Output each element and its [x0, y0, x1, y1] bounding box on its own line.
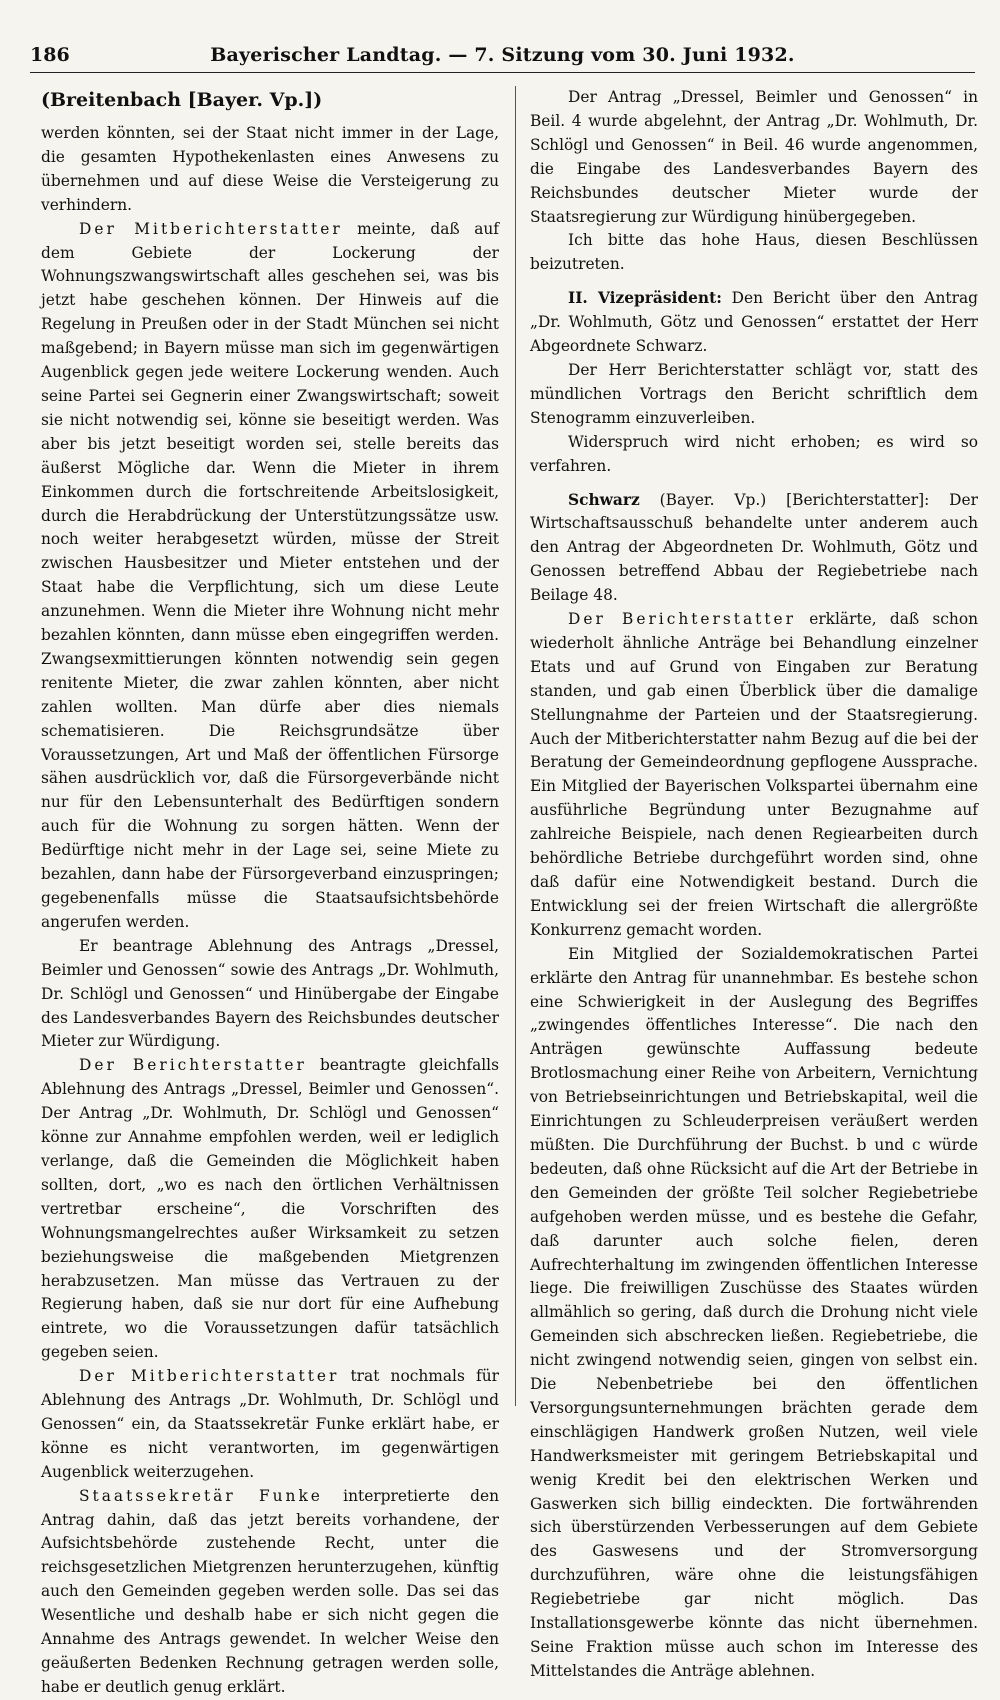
paragraph: Der Antrag „Dressel, Beimler und Genossen“ in Beil. 4 wurde abgelehnt, der Antrag „Dr. Wohlmuth, Dr. Schlögl und Genossen“ in Beil. 46 wurde angenommen, die Eingabe des Landesverbandes Bayern des Reichsbundes deutscher Mieter wurde der Staatsregierung zur Würdigung hinübergegeben. — [530, 88, 978, 226]
speaker-name: Der Mitberichterstatter — [79, 1367, 340, 1386]
running-head: Bayerischer Landtag. — 7. Sitzung vom 30. Juni 1932. — [210, 44, 795, 66]
paragraph-text: beantragte gleichfalls Ablehnung des Antrags „Dressel, Beimler und Genossen“. Der Antrag „Dr. Wohlmuth, Dr. Schlögl und Genossen“ könne zur Annahme empfohlen werden, weil er lediglich verlange, daß die Gemeinden die Möglichkeit haben sollten, dort, „wo es nach den örtlichen Verhältnissen vertretbar erscheine“, die Vorschriften des Wohnungsmangelrechtes außer Wirksamkeit zu setzen beziehungsweise die maßgebenden Mietgrenzen herabzusetzen. Man müsse das Vertrauen zu der Regierung haben, daß sie nur dort für eine Aufhebung eintrete, wo die Voraussetzungen dafür tatsächlich gegeben seien. — [41, 1056, 500, 1362]
paragraph: Ein Mitglied der Sozialdemokratischen Partei erklärte den Antrag für unannehmbar. Es bestehe schon eine Schwierigkeit in der Auslegung des Begriffes „zwingendes öffentliches Interesse“. Die nach den Anträgen gewünschte Auffassung bedeute Brotlosmachung einer Reihe von Arbeitern, Vernichtung von Betriebseinrichtungen und Betriebskapital, weil die Einrichtungen zu Schleuderpreisen veräußert werden müßten. Die Durchführung der Buchst. b und c würde bedeuten, daß ohne Rücksicht auf die Art der Betriebe in den Gemeinden der größte Teil solcher Regiebetriebe aufgehoben werden müsse, und es bestehe die Gefahr, daß darunter auch solche fielen, deren Aufrechterhaltung im zwingenden öffentlichen Interesse liege. Die freiwilligen Zuschüsse des Staates würden allmählich so gering, daß durch die Drohung nicht viele Gemeinden sich abschrecken ließen. Regiebetriebe, die nicht zwingend notwendig seien, gingen von selbst ein. Die Nebenbetriebe bei den öffentlichen Versorgungsunternehmungen brächten gerade dem einschlägigen Handwerk großen Nutzen, weil viele Handwerksmeister mit geringem Betriebskapital und wenig Kredit bei den elektrischen Werken und Gaswerken sich billig eindeckten. Die fortwährenden sich überstürzenden Verbesserungen auf dem Gebiete des Gaswesens und der Stromversorgung durchzuführen, wäre ohne die leistungsfähigen Regiebetriebe gar nicht möglich. Das Installationsgewerbe könnte das nicht übernehmen. Seine Fraktion müsse auch schon im Interesse des Mittelstandes die Anträge ablehnen. — [530, 944, 978, 1680]
paragraph — [530, 489, 978, 609]
speaker-name: II. Vizepräsident: — [568, 289, 722, 308]
paragraph — [41, 1365, 499, 1485]
speaker-name: Der Berichterstatter — [568, 610, 796, 629]
speaker-name: Der Mitberichterstatter — [79, 219, 343, 238]
right-column — [530, 86, 978, 1684]
paragraph-text: Den Bericht über den Antrag „Dr. Wohlmuth, Götz und Genossen“ erstattet der Herr Abgeordnete Schwarz. — [530, 289, 978, 356]
paragraph-text: erklärte, daß schon wiederholt ähnliche Anträge bei Behandlung einzelner Etats und auf Grund von Eingaben zur Beratung standen, und gab einen Überblick über die damalige Stellungnahme der Parteien und der Staatsregierung. Auch der Mitberichterstatter nahm Bezug auf die bei der Beratung der Gemeindeordnung gepflogene Aussprache. Ein Mitglied der Bayerischen Volkspartei übernahm eine ausführliche Begründung unter Bezugnahme auf zahlreiche Beispiele, nach denen Regiearbeiten durch behördliche Betriebe durchgeführt worden sind, ohne daß dafür eine Notwendigkeit bestand. Durch die Entwicklung sei der freien Wirtschaft die allergrößte Konkurrenz gemacht worden. — [530, 610, 978, 939]
paragraph — [41, 1485, 499, 1700]
page-number: 186 — [30, 44, 70, 66]
paragraph-text: interpretierte den Antrag dahin, daß das jetzt bereits vorhandene, der Aufsichtsbehörde zustehende Recht, unter die reichsgesetzlichen Mietgrenzen herunterzugehen, künftig auch den Gemeinden gegeben werden solle. Das sei das Wesentliche und deshalb habe er sich nicht gegen die Annahme des Antrags gewendet. In welcher Weise den geäußerten Bedenken Rechnung getragen werden solle, habe er deutlich genug erklärt. — [41, 1486, 500, 1696]
paragraph: werden könnten, sei der Staat nicht immer in der Lage, die gesamten Hypothekenlasten eines Anwesens zu übernehmen und auf diese Weise die Versteigerung zu verhindern. — [41, 124, 499, 214]
speaker-name: Der Berichterstatter — [79, 1056, 307, 1075]
paragraph: Der Herr Berichterstatter schlägt vor, statt des mündlichen Vortrags den Bericht schriftlich dem Stenogramm einzuverleiben. — [530, 360, 978, 427]
paragraph — [41, 1054, 499, 1365]
paragraph: Er beantrage Ablehnung des Antrags „Dressel, Beimler und Genossen“ sowie des Antrags „Dr. Wohlmuth, Dr. Schlögl und Genossen“ und Hinübergabe der Eingabe des Landesverbandes Bayern des Reichsbundes deutscher Mieter zur Würdigung. — [41, 936, 499, 1051]
paragraph — [530, 608, 978, 943]
left-column — [41, 86, 499, 1700]
paragraph — [530, 287, 978, 359]
paragraph-text: Der Wirtschaftsausschuß behandelte unter anderem auch den Antrag der Abgeordneten Dr. Wohlmuth, Götz und Genossen betreffend Abbau der Regiebetriebe nach Beilage 48. — [530, 490, 978, 605]
speaker-heading: (Breitenbach [Bayer. Vp.]) — [41, 89, 323, 111]
speaker-name: Schwarz — [568, 490, 640, 509]
speaker-role: (Bayer. Vp.) [Berichterstatter]: — [639, 490, 930, 509]
paragraph-text: trat nochmals für Ablehnung des Antrags „Dr. Wohlmuth, Dr. Schlögl und Genossen“ ein, da Staatssekretär Funke erklärt habe, er könne es nicht verantworten, im gegenwärtigen Augenblick weiterzugehen. — [41, 1367, 499, 1481]
paragraph: Widerspruch wird nicht erhoben; es wird so verfahren. — [530, 432, 978, 475]
paragraph-text: meinte, daß auf dem Gebiete der Lockerung der Wohnungszwangswirtschaft alles geschehen sei, was bis jetzt habe geschehen können. Der Hinweis auf die Regelung in Preußen oder in der Stadt München sei nicht maßgebend; in Bayern müsse man sich im gegenwärtigen Augenblick gegen jede weitere Lockerung wenden. Auch seine Partei sei Gegnerin einer Zwangswirtschaft; soweit sie nicht notwendig sei, könne sie beseitigt werden. Was aber bis jetzt beseitigt worden sei, stelle bereits das äußerst Mögliche dar. Wenn die Mieter in ihrem Einkommen durch die fortschreitende Arbeitslosigkeit, durch die Herabdrückung der Unterstützungssätze usw. noch weiter herabgesetzt würden, müsse der Streit zwischen Hausbesitzer und Mieter entstehen und der Staat habe die Verpflichtung, sich um diese Leute anzunehmen. Wenn die Mieter ihre Wohnung nicht mehr bezahlen könnten, dann müsse eben eingegriffen werden. Zwangsexmittierungen könnten notwendig sein gegen renitente Mieter, die zwar zahlen könnten, aber nicht zahlen wollten. Man dürfe aber dies niemals schematisieren. Die Reichsgrundsätze über Voraussetzungen, Art und Maß der öffentlichen Fürsorge sähen ausdrücklich vor, daß die Fürsorgeverbände nicht nur für den Lebensunterhalt des Bedürftigen sondern auch für die Wohnung zu sorgen hätten. Wenn der Bedürftige nicht mehr in der Lage sei, seine Miete zu bezahlen, dann habe der Fürsorgeverband einzuspringen; gegebenenfalls müsse die Staatsaufsichtsbehörde angerufen werden. — [41, 219, 499, 931]
speaker-name: Staatssekretär Funke — [79, 1486, 323, 1505]
paragraph: Ich bitte das hohe Haus, diesen Beschlüssen beizutreten. — [530, 231, 978, 274]
paragraph — [41, 218, 499, 935]
page-header — [30, 44, 975, 73]
column-divider — [515, 86, 516, 1406]
